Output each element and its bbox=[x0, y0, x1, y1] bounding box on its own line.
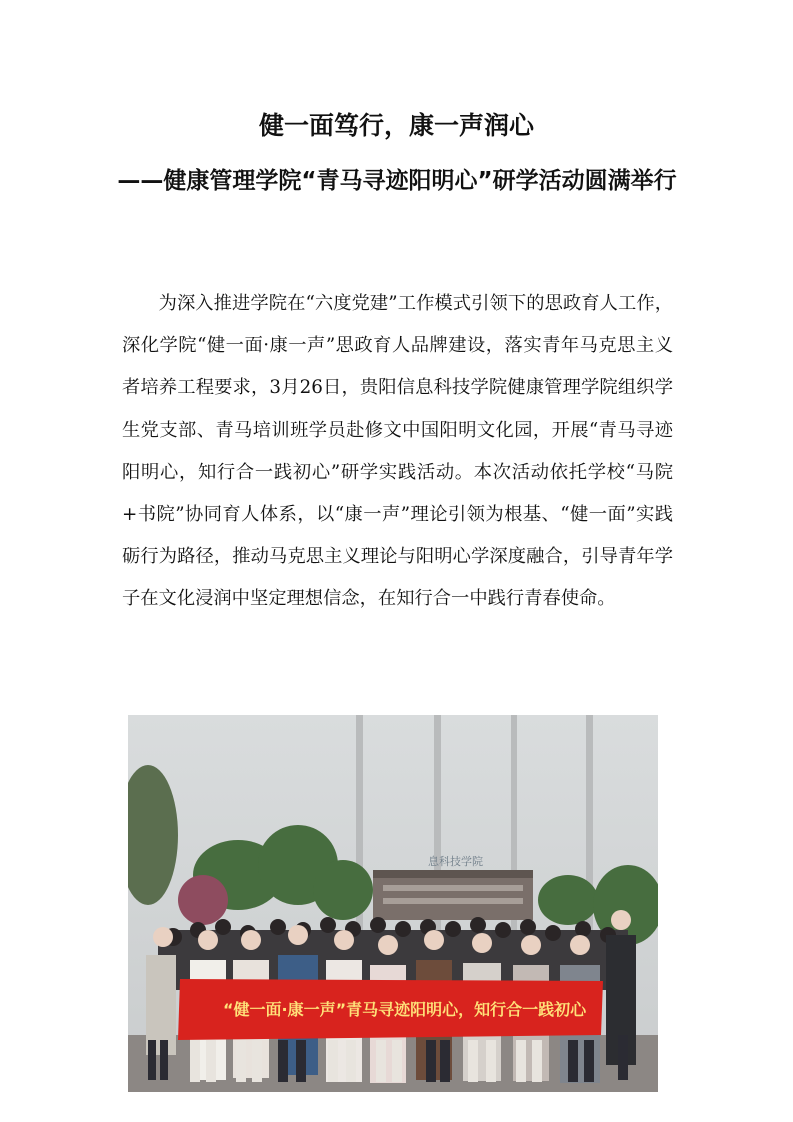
group-photo bbox=[128, 715, 658, 1092]
article-subtitle: ——健康管理学院“青马寻迹阳明心”研学活动圆满举行 bbox=[117, 168, 677, 194]
building-sign: 息科技学院 bbox=[428, 855, 483, 868]
red-banner bbox=[178, 979, 603, 1040]
banner-text: “健一面·康一声”青马寻迹阳明心，知行合一践初心 bbox=[223, 1000, 587, 1019]
article-title: 健一面笃行，康一声润心 bbox=[258, 111, 534, 140]
article-paragraph: 为深入推进学院在“六度党建”工作模式引领下的思政育人工作，深化学院“健一面·康一声”思政育人品牌建设，落实青年马克思主义者培养工程要求，3月26日，贵阳信息科技学院健康管理学院组织学生党支部、青马培训班学员赴修文中国阳明文化园，开展“青马寻迹阳明心，知行合一践初心”研学实践活动。本次活动依托学校“马院+书院”协同育人体系，以“康一声”理论引领为根基、“健一面”实践砺行为路径，推动马克思主义理论与阳明心学深度融合，引导青年学子在文化浸润中坚定理想信念，在知行合一中践行青春使命。 bbox=[122, 293, 673, 610]
